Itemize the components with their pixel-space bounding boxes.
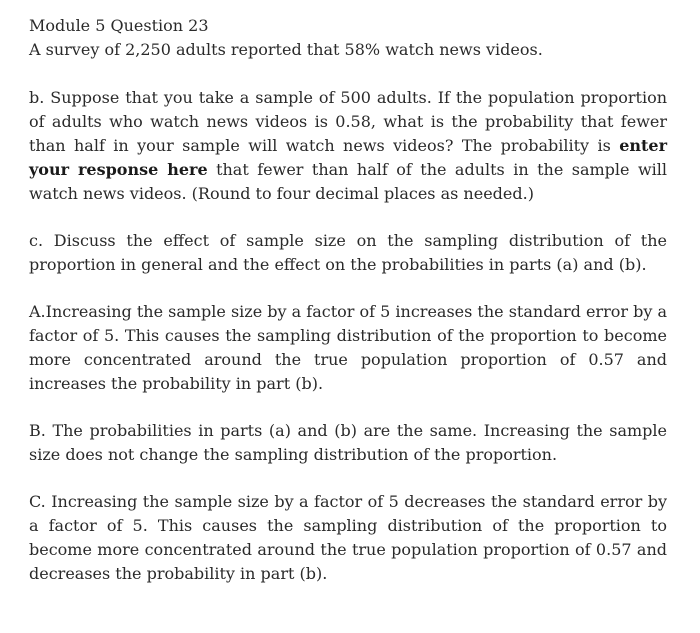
answer-input-blank[interactable]: enter your response here [29,136,667,179]
part-b-question [29,86,667,206]
page-title: Module 5 Question 23 [29,16,209,35]
question-page [29,14,667,609]
part-b-text-after: that fewer than half of the adults in the sample will watch news videos. (Round to four decimal places as needed.) [29,160,667,203]
part-c-question: c. Discuss the effect of sample size on the sampling distribution of the proportion in general and the effect on the probabilities in parts (a) and (b). [29,231,667,274]
part-b-text-before: b. Suppose that you take a sample of 500 adults. If the population proportion of adults who watch news videos is 0.58, what is the probability that fewer than half in your sample will watch news videos? The probability is [29,88,667,155]
option-b[interactable]: B. The probabilities in parts (a) and (b) are the same. Increasing the sample size does not change the sampling distribution of the proportion. [29,421,667,464]
question-intro: A survey of 2,250 adults reported that 58% watch news videos. [29,40,543,59]
option-c[interactable]: C. Increasing the sample size by a factor of 5 decreases the standard error by a factor of 5. This causes the sampling distribution of the proportion to become more concentrated around the true population proportion of 0.57 and decreases the probability in part (b). [29,492,667,583]
option-a[interactable]: A.Increasing the sample size by a factor of 5 increases the standard error by a factor of 5. This causes the sampling distribution of the proportion to become more concentrated around the true population proportion of 0.57 and increases the probability in part (b). [29,302,667,393]
